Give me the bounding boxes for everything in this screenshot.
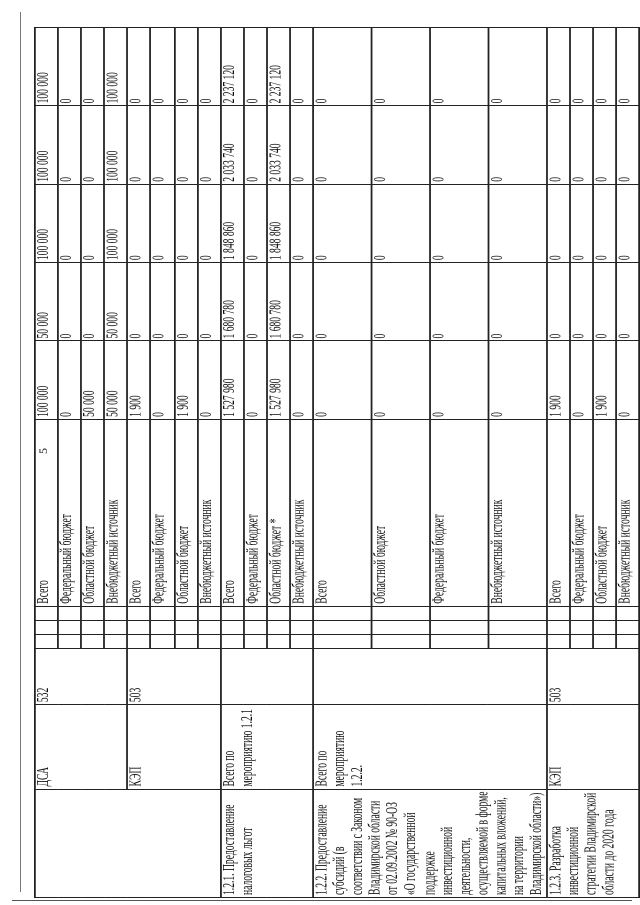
amount-cell: 100 000 [104, 106, 127, 184]
left-margin-line [20, 12, 21, 892]
amount-cell: 0 [174, 263, 197, 341]
amount-cell: 50 000 [35, 263, 58, 341]
amount-cell: 2 033 740 [220, 106, 243, 184]
amount-cell: 0 [570, 184, 593, 262]
amount-cell: 50 000 [104, 341, 127, 419]
amount-cell: 0 [151, 263, 174, 341]
blank-cell [616, 606, 639, 620]
amount-cell: 0 [570, 106, 593, 184]
amount-cell: 1 900 [547, 341, 570, 419]
amount-cell: 0 [547, 28, 570, 106]
blank-cell [313, 634, 371, 648]
amount-cell: 0 [430, 106, 488, 184]
amount-cell: 50 000 [104, 263, 127, 341]
blank-cell [593, 634, 616, 648]
blank-cell [197, 620, 220, 634]
amount-cell: 0 [81, 28, 104, 106]
amount-cell: 1 680 780 [267, 263, 290, 341]
measure-name-cell: 1.2.1. Предоставление налоговых льгот [220, 789, 313, 897]
blank-cell [616, 620, 639, 634]
amount-cell: 0 [81, 106, 104, 184]
blank-cell [616, 634, 639, 648]
blank-cell [547, 620, 570, 634]
blank-cell [244, 620, 267, 634]
amount-cell: 0 [372, 341, 430, 419]
blank-cell [430, 606, 488, 620]
executor-cell: КЭП [547, 705, 640, 789]
blank-cell [104, 620, 127, 634]
amount-cell: 0 [313, 184, 371, 262]
funding-source-cell: Внебюджетный источник [616, 419, 639, 606]
amount-cell: 0 [313, 341, 371, 419]
blank-cell [593, 620, 616, 634]
amount-cell: 0 [290, 263, 313, 341]
amount-cell: 0 [593, 263, 616, 341]
blank-cell [58, 634, 81, 648]
blank-cell [81, 620, 104, 634]
blank-cell [58, 620, 81, 634]
blank-cell [197, 606, 220, 620]
budget-code-cell: 532 [35, 648, 128, 704]
budget-code-cell: 503 [128, 648, 221, 704]
blank-cell [488, 606, 546, 620]
blank-cell [488, 634, 546, 648]
amount-cell: 0 [290, 106, 313, 184]
amount-cell: 1 527 980 [267, 341, 290, 419]
amount-cell: 0 [547, 106, 570, 184]
blank-cell [244, 634, 267, 648]
amount-cell: 1 900 [174, 341, 197, 419]
amount-cell: 0 [197, 28, 220, 106]
amount-cell: 0 [570, 341, 593, 419]
blank-cell [81, 606, 104, 620]
measure-name-cell [35, 789, 221, 897]
amount-cell: 0 [430, 263, 488, 341]
blank-cell [547, 606, 570, 620]
amount-cell: 0 [128, 28, 151, 106]
amount-cell: 0 [616, 184, 639, 262]
amount-cell: 0 [547, 184, 570, 262]
table-row [547, 28, 570, 898]
amount-cell: 0 [174, 184, 197, 262]
blank-cell [372, 634, 430, 648]
page-number: 5 [36, 448, 50, 454]
amount-cell: 0 [128, 184, 151, 262]
amount-cell: 0 [197, 263, 220, 341]
amount-cell: 0 [593, 106, 616, 184]
funding-source-cell: Областной бюджет [174, 419, 197, 606]
amount-cell: 1 848 860 [267, 184, 290, 262]
amount-cell: 100 000 [104, 28, 127, 106]
blank-cell [290, 634, 313, 648]
amount-cell: 0 [570, 263, 593, 341]
budget-code-cell: 503 [547, 648, 640, 704]
budget-code-cell [313, 648, 547, 704]
blank-cell [104, 606, 127, 620]
amount-cell: 100 000 [104, 184, 127, 262]
funding-source-cell: Внебюджетный источник [290, 419, 313, 606]
blank-cell [313, 606, 371, 620]
measure-name-cell: 1.2.2. Предоставление субсидий (в соответствии с Законом Владимирской области от 02.09.2002 № 90-ОЗ «О государственной поддержке инвестиционной деятельности, осуществляемой в форме капитальных вложений, на территории Владимирской области») [313, 789, 547, 897]
funding-source-cell: Всего [128, 419, 151, 606]
blank-cell [174, 634, 197, 648]
amount-cell: 0 [488, 184, 546, 262]
funding-source-cell: Областной бюджет [372, 419, 430, 606]
blank-cell [197, 634, 220, 648]
blank-cell [104, 634, 127, 648]
funding-table [34, 27, 640, 898]
funding-source-cell: Федеральный бюджет [58, 419, 81, 606]
amount-cell: 100 000 [35, 28, 58, 106]
blank-cell [81, 634, 104, 648]
amount-cell: 0 [244, 341, 267, 419]
amount-cell: 50 000 [81, 341, 104, 419]
amount-cell: 0 [430, 28, 488, 106]
amount-cell: 0 [547, 263, 570, 341]
amount-cell: 0 [372, 106, 430, 184]
blank-cell [290, 606, 313, 620]
blank-cell [220, 606, 243, 620]
amount-cell: 0 [151, 106, 174, 184]
blank-cell [151, 634, 174, 648]
amount-cell: 0 [81, 184, 104, 262]
amount-cell: 0 [244, 28, 267, 106]
blank-cell [430, 620, 488, 634]
funding-source-cell: Федеральный бюджет [570, 419, 593, 606]
rotated-table-container [34, 27, 640, 898]
blank-cell [174, 606, 197, 620]
amount-cell: 0 [616, 263, 639, 341]
amount-cell: 0 [290, 28, 313, 106]
amount-cell: 0 [151, 28, 174, 106]
blank-cell [128, 606, 151, 620]
amount-cell: 2 237 120 [267, 28, 290, 106]
amount-cell: 100 000 [35, 341, 58, 419]
amount-cell: 0 [593, 28, 616, 106]
amount-cell: 0 [488, 341, 546, 419]
funding-source-cell: Областной бюджет [81, 419, 104, 606]
funding-source-cell: Всего [547, 419, 570, 606]
amount-cell: 0 [197, 341, 220, 419]
budget-code-cell [220, 648, 313, 704]
funding-source-cell: Всего [313, 419, 371, 606]
amount-cell: 100 000 [35, 106, 58, 184]
funding-source-cell: Внебюджетный источник [197, 419, 220, 606]
blank-cell [35, 634, 58, 648]
amount-cell: 0 [290, 341, 313, 419]
funding-source-cell: Всего [220, 419, 243, 606]
amount-cell: 0 [151, 184, 174, 262]
blank-cell [244, 606, 267, 620]
blank-cell [570, 620, 593, 634]
amount-cell: 0 [430, 341, 488, 419]
amount-cell: 0 [372, 184, 430, 262]
blank-cell [267, 634, 290, 648]
amount-cell: 0 [616, 341, 639, 419]
table-row [35, 28, 58, 898]
amount-cell: 0 [372, 263, 430, 341]
amount-cell: 0 [128, 106, 151, 184]
amount-cell: 0 [570, 28, 593, 106]
funding-source-cell: Внебюджетный источник [488, 419, 546, 606]
amount-cell: 0 [151, 341, 174, 419]
blank-cell [372, 606, 430, 620]
blank-cell [430, 634, 488, 648]
blank-cell [488, 620, 546, 634]
amount-cell: 0 [488, 263, 546, 341]
funding-source-cell: Федеральный бюджет [244, 419, 267, 606]
blank-cell [220, 620, 243, 634]
blank-cell [372, 620, 430, 634]
amount-cell: 1 680 780 [220, 263, 243, 341]
measure-name-cell: 1.2.3. Разработка инвестиционной стратегии Владимирской области до 2020 года [547, 789, 640, 897]
funding-source-cell: Всего [35, 419, 58, 606]
amount-cell: 0 [290, 184, 313, 262]
blank-cell [267, 620, 290, 634]
amount-cell: 2 237 120 [220, 28, 243, 106]
blank-cell [593, 606, 616, 620]
blank-cell [570, 606, 593, 620]
blank-cell [290, 620, 313, 634]
blank-cell [267, 606, 290, 620]
blank-cell [151, 606, 174, 620]
amount-cell: 0 [58, 341, 81, 419]
bottom-margin-line [12, 900, 632, 901]
blank-cell [174, 620, 197, 634]
amount-cell: 0 [81, 263, 104, 341]
amount-cell: 0 [244, 184, 267, 262]
amount-cell: 0 [313, 106, 371, 184]
amount-cell: 0 [372, 28, 430, 106]
amount-cell: 0 [488, 28, 546, 106]
amount-cell: 0 [174, 28, 197, 106]
blank-cell [35, 606, 58, 620]
table-row [313, 28, 371, 898]
funding-source-cell: Федеральный бюджет [151, 419, 174, 606]
amount-cell: 2 033 740 [267, 106, 290, 184]
amount-cell: 0 [197, 106, 220, 184]
table-row [128, 28, 151, 898]
amount-cell: 0 [616, 28, 639, 106]
amount-cell: 0 [313, 263, 371, 341]
amount-cell: 100 000 [35, 184, 58, 262]
amount-cell: 0 [430, 184, 488, 262]
amount-cell: 0 [593, 184, 616, 262]
amount-cell: 0 [58, 263, 81, 341]
amount-cell: 1 848 860 [220, 184, 243, 262]
executor-cell: Всего по мероприятию 1.2.1 [220, 705, 313, 789]
amount-cell: 0 [128, 263, 151, 341]
amount-cell: 0 [616, 106, 639, 184]
amount-cell: 0 [313, 28, 371, 106]
amount-cell: 0 [244, 106, 267, 184]
funding-source-cell: Федеральный бюджет [430, 419, 488, 606]
amount-cell: 0 [244, 263, 267, 341]
funding-source-cell: Областной бюджет * [267, 419, 290, 606]
amount-cell: 1 900 [593, 341, 616, 419]
amount-cell: 0 [197, 184, 220, 262]
amount-cell: 0 [488, 106, 546, 184]
amount-cell: 1 900 [128, 341, 151, 419]
executor-cell: ДСА [35, 705, 128, 789]
blank-cell [547, 634, 570, 648]
table-row [220, 28, 243, 898]
executor-cell: КЭП [128, 705, 221, 789]
blank-cell [128, 634, 151, 648]
blank-cell [220, 634, 243, 648]
blank-cell [35, 620, 58, 634]
funding-source-cell: Внебюджетный источник [104, 419, 127, 606]
funding-table-body [35, 28, 640, 898]
amount-cell: 0 [58, 184, 81, 262]
funding-source-cell: Областной бюджет [593, 419, 616, 606]
blank-cell [151, 620, 174, 634]
executor-cell: Всего по мероприятию 1.2.2. [313, 705, 547, 789]
amount-cell: 0 [58, 106, 81, 184]
amount-cell: 0 [174, 106, 197, 184]
amount-cell: 1 527 980 [220, 341, 243, 419]
blank-cell [58, 606, 81, 620]
amount-cell: 0 [58, 28, 81, 106]
blank-cell [313, 620, 371, 634]
blank-cell [128, 620, 151, 634]
blank-cell [570, 634, 593, 648]
